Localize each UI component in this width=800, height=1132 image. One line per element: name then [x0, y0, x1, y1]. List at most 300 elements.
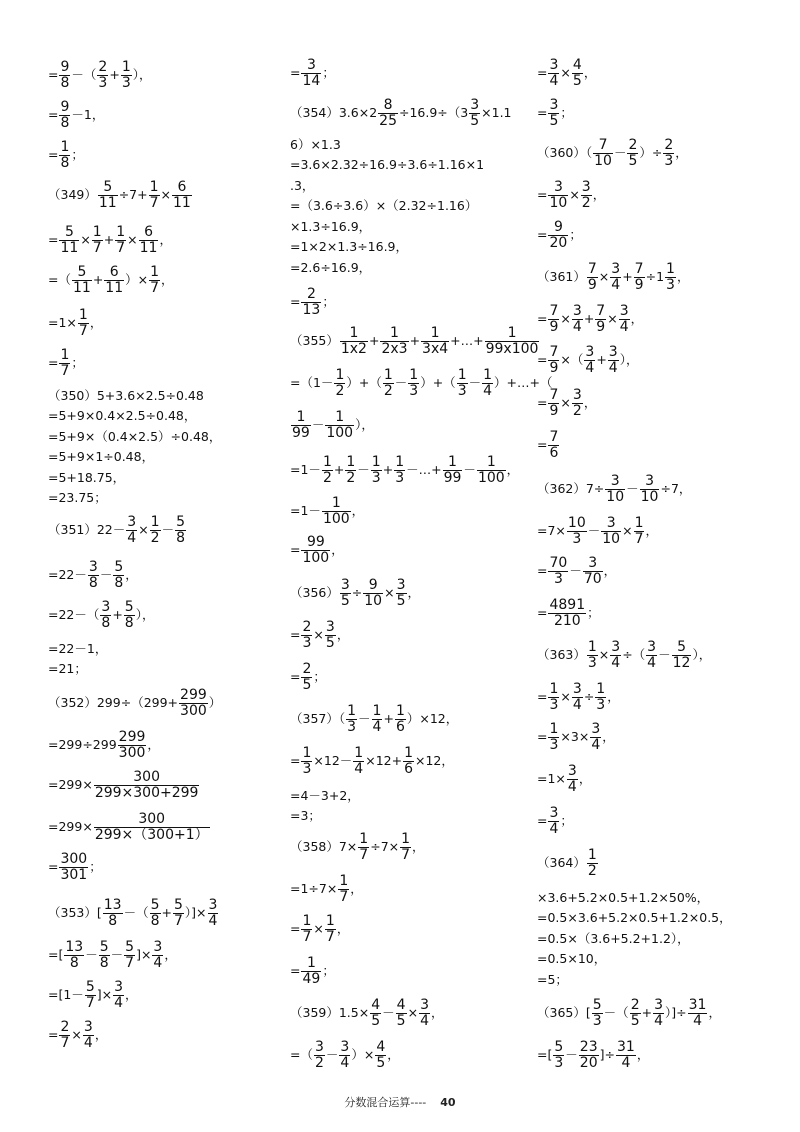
fraction-numerator: 3 — [88, 559, 98, 575]
fraction-numerator: 70 — [549, 555, 568, 571]
fraction — [301, 662, 312, 693]
fraction — [340, 578, 351, 609]
fraction-numerator: 5 — [592, 997, 602, 1013]
fraction-denominator: 3 — [549, 697, 559, 713]
math-line — [290, 455, 519, 486]
fraction-numerator: 31 — [688, 997, 707, 1013]
fraction-denominator: 7 — [339, 889, 349, 905]
fraction — [408, 368, 419, 399]
math-text: = — [537, 563, 548, 578]
fraction-numerator: 1 — [549, 681, 559, 697]
math-line — [290, 219, 371, 235]
fraction-numerator: 3 — [548, 180, 568, 196]
math-text: ×12， — [415, 753, 454, 768]
fraction — [634, 262, 645, 293]
fraction-numerator: 3 — [619, 303, 629, 319]
fraction — [572, 58, 583, 89]
fraction-numerator: 13 — [65, 939, 84, 955]
math-line — [537, 304, 643, 335]
fraction-denominator: 210 — [553, 613, 581, 629]
fraction-numerator: 5 — [72, 265, 92, 281]
fraction — [370, 998, 381, 1029]
fraction — [482, 368, 493, 399]
fraction-numerator: 3 — [567, 763, 577, 779]
fraction-numerator: 4 — [396, 997, 406, 1013]
math-line — [537, 516, 658, 547]
fraction-denominator: 20 — [549, 235, 568, 251]
fraction-numerator: 3 — [572, 303, 582, 319]
math-text: =22－（ — [48, 607, 100, 622]
math-text: ， — [331, 542, 344, 557]
math-text: ， — [164, 947, 177, 962]
fraction-denominator: 4 — [611, 277, 621, 293]
fraction — [378, 98, 398, 129]
math-line — [537, 951, 606, 967]
fraction-numerator: 3 — [611, 261, 621, 277]
fraction-denominator: 2 — [587, 863, 597, 879]
fraction-denominator: 4 — [114, 995, 124, 1011]
fraction-denominator: 4 — [585, 360, 595, 376]
fraction-denominator: 3 — [302, 761, 312, 777]
fraction-numerator: 4 — [376, 1039, 386, 1055]
math-text: －…+ — [406, 462, 442, 477]
math-text: = — [48, 147, 59, 162]
math-line — [290, 746, 454, 777]
fraction-denominator: 2 — [581, 195, 591, 211]
fraction-denominator: 3 — [98, 75, 108, 91]
math-line — [290, 58, 335, 89]
math-line — [290, 832, 425, 863]
fraction — [208, 898, 219, 929]
math-text: ， — [161, 272, 174, 287]
math-line — [537, 180, 605, 211]
math-text: = — [290, 669, 301, 684]
fraction-denominator: 2 — [150, 530, 160, 546]
fraction-numerator: 3 — [647, 639, 657, 655]
math-line — [537, 430, 560, 461]
math-text: ×1.3÷16.9， — [290, 219, 372, 234]
fraction-denominator: 3 — [395, 470, 405, 486]
fraction-denominator: 8 — [124, 615, 134, 631]
math-text: － — [358, 711, 371, 726]
math-text: + — [112, 607, 123, 622]
math-text: （350）5+3.6×2.5÷0.48 — [48, 388, 204, 403]
fraction-denominator: 4 — [354, 761, 364, 777]
fraction-denominator: 8 — [60, 75, 70, 91]
math-text: =1×2×1.3÷16.9， — [290, 239, 409, 254]
fraction — [346, 704, 357, 735]
math-text: =1× — [537, 771, 566, 786]
fraction — [301, 58, 321, 89]
math-text: ， — [676, 269, 690, 284]
fraction-numerator: 1 — [92, 224, 102, 240]
fraction — [371, 455, 382, 486]
math-text: × — [598, 269, 610, 284]
fraction-numerator: 3 — [605, 474, 625, 490]
fraction-denominator: 4 — [549, 73, 559, 89]
math-text: ， — [592, 187, 606, 202]
fraction — [672, 640, 692, 671]
math-text: ÷7， — [660, 481, 692, 496]
math-text: =0.5×（3.6+5.2+1.2）， — [537, 931, 690, 946]
math-text: + — [333, 462, 345, 477]
math-line — [290, 620, 349, 651]
fraction-numerator: 1 — [347, 703, 357, 719]
fraction-numerator: 3 — [608, 344, 618, 360]
fraction — [88, 560, 99, 591]
fraction-denominator: 7 — [85, 995, 95, 1011]
fraction-numerator: 3 — [583, 556, 603, 572]
fraction — [314, 1040, 325, 1071]
fraction — [301, 535, 330, 566]
fraction-numerator: 3 — [208, 897, 218, 913]
math-text: （356） — [290, 585, 339, 600]
fraction-denominator: 4 — [420, 1013, 429, 1029]
fraction — [340, 326, 368, 357]
fraction — [291, 410, 311, 441]
math-text: （361） — [537, 269, 586, 284]
fraction-denominator: 4 — [127, 530, 137, 546]
fraction-numerator: 1 — [301, 956, 321, 972]
fraction — [72, 265, 92, 296]
math-text: × — [71, 1027, 82, 1042]
fraction-numerator: 7 — [634, 261, 644, 277]
math-text: × — [569, 187, 580, 202]
fraction-numerator: 7 — [549, 429, 559, 445]
fraction-numerator: 3 — [153, 939, 163, 955]
fraction-denominator: 9 — [634, 277, 644, 293]
fraction — [572, 388, 583, 419]
fraction — [608, 345, 619, 376]
math-text: ， — [675, 145, 688, 160]
fraction — [663, 138, 674, 169]
math-text: =21； — [48, 661, 87, 676]
math-text: = — [290, 542, 301, 557]
math-text: = — [290, 921, 301, 936]
fraction — [665, 262, 676, 293]
fraction — [619, 304, 630, 335]
fraction — [383, 368, 394, 399]
math-line — [48, 770, 200, 801]
fraction-numerator: 2 — [664, 137, 674, 153]
fraction — [443, 455, 463, 486]
fraction-numerator: 3 — [654, 997, 664, 1013]
fraction — [353, 746, 364, 777]
math-text: － — [626, 481, 639, 496]
math-line — [48, 470, 125, 486]
math-text: ）]× — [184, 905, 207, 920]
math-line — [48, 641, 107, 657]
fraction-numerator: 5 — [150, 897, 160, 913]
fraction — [640, 474, 660, 505]
fraction — [587, 640, 598, 671]
math-text: =5； — [537, 972, 568, 987]
fraction-numerator: 1 — [340, 326, 368, 342]
fraction — [548, 806, 559, 837]
math-text: + — [161, 905, 172, 920]
fraction — [587, 262, 598, 293]
math-text: ）， — [692, 647, 712, 662]
fraction-numerator: 2 — [60, 1019, 70, 1035]
fraction — [548, 388, 559, 419]
math-text: .3， — [290, 178, 315, 193]
math-text: =23.75； — [48, 490, 107, 505]
fraction-denominator: 300 — [180, 703, 207, 719]
fraction-numerator: 1 — [371, 454, 381, 470]
fraction-numerator: 8 — [378, 98, 398, 114]
math-text: =5+9×0.4×2.5÷0.48， — [48, 408, 197, 423]
math-text: = — [537, 605, 548, 620]
math-text: = — [537, 187, 548, 202]
fraction — [94, 770, 200, 801]
math-line — [290, 704, 458, 735]
math-text: = — [290, 963, 301, 978]
fraction-denominator: 11 — [98, 195, 117, 211]
fraction — [688, 998, 708, 1029]
math-text: = — [537, 227, 548, 242]
fraction — [358, 832, 369, 863]
fraction-numerator: 1 — [372, 703, 382, 719]
fraction-numerator: 99 — [301, 535, 330, 551]
math-line — [48, 560, 138, 591]
fraction-denominator: 299×300+299 — [94, 785, 199, 801]
fraction-numerator: 7 — [549, 303, 559, 319]
fraction-denominator: 4 — [549, 821, 559, 837]
fraction-numerator: 3 — [601, 516, 621, 532]
fraction-numerator: 1 — [322, 496, 351, 512]
fraction-numerator: 5 — [176, 514, 186, 530]
math-text: － — [587, 523, 601, 538]
fraction — [172, 180, 192, 211]
fraction-denominator: 4 — [83, 1035, 93, 1051]
fraction-numerator: 3 — [101, 599, 111, 615]
math-text: + — [583, 311, 595, 326]
fraction-numerator: 1 — [404, 745, 413, 761]
math-text: = — [290, 65, 301, 80]
fraction — [98, 180, 118, 211]
fraction — [548, 180, 568, 211]
math-text: ）， — [132, 67, 152, 82]
math-line — [290, 198, 477, 214]
fraction-numerator: 1 — [325, 410, 354, 426]
fraction-numerator: 3 — [585, 344, 595, 360]
math-text: = — [290, 294, 301, 309]
fraction-numerator: 10 — [567, 515, 586, 531]
fraction-denominator: 299×（300+1） — [94, 827, 209, 843]
fraction — [104, 265, 124, 296]
math-text: ×12+ — [365, 753, 403, 768]
fraction — [400, 832, 411, 863]
math-text: ×3.6+5.2×0.5+1.2×50%， — [537, 890, 710, 905]
math-line — [290, 662, 326, 693]
math-text: = — [48, 1027, 59, 1042]
fraction-numerator: 3 — [640, 474, 660, 490]
math-line — [290, 956, 335, 987]
fraction — [396, 998, 407, 1029]
math-text: =（ — [48, 272, 71, 287]
fraction-denominator: 10 — [602, 531, 621, 547]
math-line — [290, 178, 314, 194]
fraction — [653, 998, 664, 1029]
math-text: － — [463, 462, 476, 477]
fraction-denominator: 4 — [608, 360, 618, 376]
fraction — [548, 598, 586, 629]
fraction-numerator: 3 — [396, 577, 406, 593]
math-text: × — [384, 585, 395, 600]
math-text: = — [48, 232, 59, 247]
fraction-denominator: 14 — [302, 73, 321, 89]
math-line — [290, 287, 335, 318]
fraction-denominator: 7 — [60, 1035, 70, 1051]
fraction-numerator: 9 — [60, 59, 70, 75]
math-line — [290, 1040, 400, 1071]
fraction-denominator: 70 — [583, 571, 602, 587]
fraction — [301, 914, 312, 945]
fraction-denominator: 9 — [549, 360, 559, 376]
fraction-numerator: 1 — [596, 681, 606, 697]
fraction — [345, 455, 356, 486]
math-text: × — [560, 311, 571, 326]
fraction-numerator: 1 — [121, 59, 131, 75]
fraction-numerator: 3 — [591, 721, 601, 737]
fraction-denominator: 8 — [114, 575, 124, 591]
math-text: ； — [89, 859, 102, 874]
fraction-numerator: 1 — [549, 721, 559, 737]
fraction-denominator: 7 — [634, 531, 644, 547]
fraction-numerator: 9 — [548, 220, 568, 236]
fraction-denominator: 10 — [364, 593, 383, 609]
math-text: ； — [569, 227, 582, 242]
math-text: =5+9×1÷0.48， — [48, 449, 155, 464]
math-text: ， — [583, 395, 597, 410]
math-text: = — [537, 689, 548, 704]
math-line — [48, 940, 177, 971]
fraction — [548, 98, 559, 129]
fraction-numerator: 1 — [150, 264, 160, 280]
fraction — [567, 516, 587, 547]
fraction-numerator: 4 — [371, 997, 381, 1013]
fraction — [139, 225, 159, 256]
math-text: = — [48, 355, 59, 370]
fraction-numerator: 5 — [114, 559, 124, 575]
math-text: ， — [506, 462, 520, 477]
fraction-denominator: 7 — [92, 240, 102, 256]
fraction — [301, 287, 321, 318]
math-line — [48, 308, 102, 339]
math-line — [48, 429, 221, 445]
fraction-denominator: 3 — [121, 75, 131, 91]
math-line — [48, 449, 154, 465]
math-line — [290, 410, 374, 441]
math-text: ÷7× — [370, 839, 400, 854]
fraction-numerator: 3 — [83, 1019, 93, 1035]
math-text: － — [658, 647, 671, 662]
fraction — [419, 998, 430, 1029]
math-line — [290, 874, 363, 905]
fraction-denominator: 3 — [592, 1013, 602, 1029]
fraction-numerator: 1 — [409, 367, 419, 383]
fraction — [150, 515, 161, 546]
fraction-numerator: 2 — [628, 137, 638, 153]
math-line — [537, 474, 691, 505]
fraction-denominator: 5 — [376, 1055, 386, 1071]
fraction — [605, 474, 625, 505]
math-text: － — [161, 522, 175, 537]
math-text: ， — [708, 1005, 721, 1020]
fraction-denominator: 99 — [443, 470, 462, 486]
math-text: =22－1， — [48, 641, 108, 656]
fraction-numerator: 1 — [359, 831, 369, 847]
fraction — [610, 262, 621, 293]
math-text: （354）3.6×2 — [290, 105, 378, 120]
math-text: ； — [322, 294, 335, 309]
fraction-denominator: 4 — [208, 913, 218, 929]
math-line — [48, 60, 152, 91]
math-line — [290, 788, 360, 804]
fraction-numerator: 299 — [118, 729, 146, 745]
fraction-numerator: 1 — [483, 367, 493, 383]
fraction — [595, 304, 606, 335]
math-text: （365）[ — [537, 1005, 591, 1020]
math-text: － — [357, 462, 370, 477]
fraction — [124, 940, 135, 971]
math-text: =[ — [537, 1047, 553, 1062]
math-text: ， — [159, 232, 172, 247]
math-text: ， — [630, 311, 644, 326]
math-text: ； — [71, 355, 84, 370]
fraction — [593, 138, 613, 169]
math-text: ×12－ — [313, 753, 353, 768]
fraction — [584, 345, 595, 376]
fraction-denominator: 4 — [693, 1013, 702, 1029]
math-line — [537, 556, 616, 587]
math-text: （359）1.5× — [290, 1005, 370, 1020]
fraction-denominator: 9 — [549, 319, 559, 335]
math-text: － — [394, 375, 408, 390]
math-text: － — [382, 1005, 395, 1020]
fraction-denominator: 4 — [591, 737, 601, 753]
fraction-denominator: 49 — [302, 971, 321, 987]
fraction-denominator: 9 — [596, 319, 606, 335]
math-line — [290, 260, 371, 276]
fraction-denominator: 7 — [125, 955, 135, 971]
fraction — [85, 980, 96, 1011]
fraction-numerator: 9 — [60, 99, 70, 115]
fraction-denominator: 6 — [395, 719, 405, 735]
fraction — [396, 578, 407, 609]
fraction — [627, 138, 638, 169]
fraction — [97, 60, 108, 91]
math-text: ×3× — [560, 729, 590, 744]
fraction-denominator: 3 — [554, 1055, 564, 1071]
fraction-denominator: 20 — [579, 1055, 598, 1071]
math-text: =0.5×3.6+5.2×0.5+1.2×0.5， — [537, 910, 732, 925]
fraction — [579, 1040, 599, 1071]
fraction-denominator: 6 — [404, 761, 413, 777]
fraction — [59, 225, 79, 256]
math-text: +…+ — [450, 333, 484, 348]
math-text: = — [290, 627, 301, 642]
math-text: =7× — [537, 523, 566, 538]
fraction — [59, 1020, 70, 1051]
math-text: =5+18.75， — [48, 470, 126, 485]
fraction-denominator: 100 — [302, 550, 330, 566]
math-text: × — [598, 647, 610, 662]
fraction-numerator: 1 — [302, 745, 312, 761]
fraction-numerator: 1 — [346, 454, 356, 470]
fraction-denominator: 7 — [174, 913, 183, 929]
math-text: = — [537, 65, 548, 80]
